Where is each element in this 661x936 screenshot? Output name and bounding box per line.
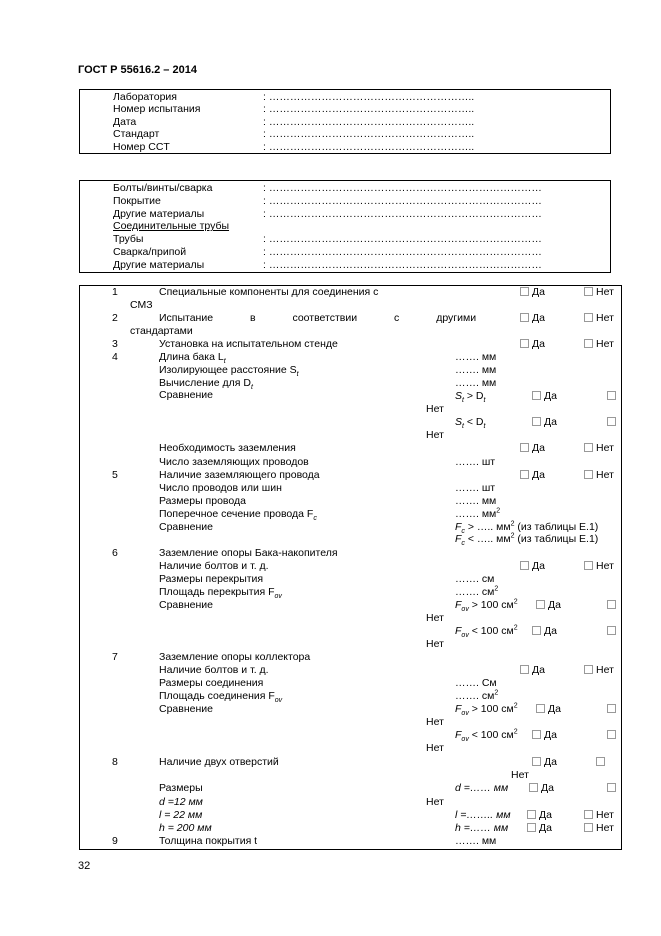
no-checkbox[interactable] — [584, 822, 614, 834]
value-field[interactable] — [455, 508, 500, 520]
field-label: Сварка/припой — [113, 246, 187, 258]
yes-checkbox[interactable] — [532, 729, 557, 741]
checkbox-icon — [536, 704, 545, 713]
yes-checkbox[interactable] — [532, 390, 557, 402]
text: S — [455, 390, 463, 402]
no-label: Нет — [426, 716, 444, 728]
yes-checkbox[interactable] — [520, 286, 545, 298]
checkbox-icon — [584, 443, 593, 452]
checkbox-icon — [520, 665, 529, 674]
no-checkbox[interactable] — [607, 390, 619, 402]
checkbox-icon — [529, 783, 538, 792]
no-label: Нет — [426, 638, 444, 650]
yes-checkbox[interactable] — [527, 822, 552, 834]
value-field[interactable]: ……. мм — [455, 351, 497, 363]
subscript: ov — [461, 736, 469, 744]
yes-label: Да — [532, 286, 545, 298]
no-checkbox[interactable] — [584, 442, 614, 454]
yes-checkbox[interactable] — [532, 416, 557, 428]
no-label: Нет — [426, 429, 444, 441]
no-label: Нет — [426, 612, 444, 624]
yes-checkbox[interactable] — [536, 703, 561, 715]
item-label — [159, 822, 212, 834]
subscript: c — [461, 528, 465, 536]
yes-checkbox[interactable] — [532, 625, 557, 637]
no-checkbox[interactable] — [607, 416, 619, 428]
checkbox-icon — [520, 561, 529, 570]
superscript: 2 — [510, 532, 515, 540]
yes-label: Да — [544, 416, 557, 428]
checkbox-icon — [532, 626, 541, 635]
no-checkbox[interactable] — [584, 560, 614, 572]
item-label: Размеры провода — [159, 495, 246, 507]
subscript: t — [296, 371, 299, 379]
item-label-cont: СМЗ — [130, 299, 153, 311]
item-label: Испытание в соответствии с другими — [159, 312, 477, 324]
text: Изолирующее расстояние S — [159, 364, 297, 376]
value-field[interactable]: ……. шт — [455, 456, 496, 468]
item-label — [159, 796, 203, 808]
checkbox-icon — [520, 470, 529, 479]
item-label: Размеры перекрытия — [159, 573, 264, 585]
field-label: Номер испытания — [113, 103, 201, 116]
comparison — [455, 702, 518, 718]
field-label: Другие материалы — [113, 258, 205, 271]
text: < D — [463, 416, 484, 428]
value-field[interactable] — [455, 690, 498, 702]
item-number: 1 — [112, 286, 118, 298]
page-number: 32 — [78, 860, 91, 872]
comparison — [455, 390, 486, 405]
checkbox-icon — [536, 600, 545, 609]
comparison — [455, 416, 486, 431]
item-label: Размеры — [159, 782, 203, 794]
checkbox-icon — [607, 704, 616, 713]
checkbox-icon — [520, 339, 529, 348]
yes-label: Да — [548, 703, 561, 715]
item-label: Сравнение — [159, 389, 213, 401]
checkbox-icon — [607, 783, 616, 792]
text: d =…… мм — [455, 782, 509, 794]
subscript: ov — [274, 593, 282, 601]
no-label: Нет — [426, 403, 444, 415]
text: h =…… мм — [455, 822, 509, 834]
no-checkbox[interactable] — [596, 756, 608, 768]
checkbox-icon — [584, 470, 593, 479]
yes-label: Да — [541, 782, 554, 794]
superscript: 2 — [513, 624, 518, 632]
item-label: Сравнение — [159, 703, 213, 715]
subscript: t — [483, 423, 486, 431]
checkbox-icon — [584, 810, 593, 819]
item-label: Толщина покрытия t — [159, 835, 258, 847]
item-number: 6 — [112, 547, 118, 559]
field-label: Трубы — [113, 233, 144, 246]
checkbox-icon — [532, 730, 541, 739]
value-field[interactable] — [455, 586, 498, 598]
item-label — [159, 586, 282, 601]
text: Площадь соединения F — [159, 690, 275, 702]
subscript: c — [313, 515, 317, 523]
superscript: 2 — [496, 507, 501, 515]
text: (из таблицы Е.1) — [514, 521, 599, 533]
text: > ….. мм — [464, 521, 511, 533]
yes-label: Да — [539, 809, 552, 821]
value-field[interactable]: ……. шт — [455, 482, 496, 494]
item-label: Заземление опоры Бака-накопителя — [159, 547, 338, 559]
comparison — [455, 728, 518, 744]
field-value[interactable]: : ………………………………………………….. — [263, 115, 475, 128]
item-label — [159, 690, 283, 705]
text: ……. мм — [455, 508, 497, 520]
value-field[interactable]: ……. мм — [455, 377, 497, 389]
yes-label: Да — [532, 664, 545, 676]
subscript: t — [483, 397, 486, 405]
text: Площадь перекрытия F — [159, 586, 275, 598]
yes-checkbox[interactable] — [520, 560, 545, 572]
checkbox-icon — [607, 600, 616, 609]
text: d =12 мм — [159, 796, 203, 808]
value-field[interactable]: ……. мм — [455, 364, 497, 376]
checkbox-icon — [607, 417, 616, 426]
no-checkbox[interactable] — [607, 625, 619, 637]
text: S — [455, 416, 463, 428]
text: > 100 см — [468, 599, 514, 611]
checkbox-icon — [607, 391, 616, 400]
item-number: 5 — [112, 469, 118, 481]
yes-checkbox[interactable] — [529, 782, 554, 794]
checkbox-icon — [607, 626, 616, 635]
text: F — [455, 625, 462, 637]
yes-checkbox[interactable] — [520, 469, 545, 481]
field-value[interactable]: : …………………………………………………………………… — [263, 246, 542, 258]
superscript: 2 — [513, 728, 518, 736]
item-number: 9 — [112, 835, 118, 847]
field-label: Лаборатория — [113, 91, 177, 103]
item-label — [159, 364, 299, 379]
yes-label: Да — [532, 312, 545, 324]
item-label: Сравнение — [159, 521, 213, 533]
yes-checkbox[interactable] — [520, 664, 545, 676]
yes-label: Да — [539, 822, 552, 834]
checkbox-icon — [596, 757, 605, 766]
checkbox-icon — [520, 313, 529, 322]
comparison — [455, 532, 599, 548]
text: > 100 см — [468, 703, 514, 715]
text: > D — [463, 390, 484, 402]
item-label: Размеры соединения — [159, 677, 264, 689]
text: F — [455, 533, 462, 545]
superscript: 2 — [494, 585, 499, 593]
text: F — [455, 703, 462, 715]
subscript: ov — [461, 606, 469, 614]
text: Поперечное сечение провода F — [159, 508, 314, 520]
yes-label: Да — [532, 560, 545, 572]
yes-label: Да — [548, 599, 561, 611]
value-field[interactable]: ……. см — [455, 573, 495, 585]
superscript: 2 — [513, 598, 518, 606]
text: l = 22 мм — [159, 809, 203, 821]
item-label: Наличие болтов и т. д. — [159, 664, 269, 676]
yes-label: Да — [544, 729, 557, 741]
superscript: 2 — [510, 520, 515, 528]
field-value[interactable]: : …………………………………………………………………… — [263, 182, 542, 194]
no-checkbox[interactable] — [607, 703, 619, 715]
item-number: 4 — [112, 351, 118, 363]
no-checkbox[interactable] — [584, 312, 614, 324]
text: < 100 см — [468, 729, 514, 741]
checkbox-icon — [520, 443, 529, 452]
item-number: 3 — [112, 338, 118, 350]
no-checkbox[interactable] — [584, 469, 614, 481]
item-label — [159, 508, 317, 523]
item-text: Специальные компоненты для соединения с — [159, 286, 379, 298]
field-value[interactable]: : ………………………………………………….. — [263, 140, 475, 153]
yes-checkbox[interactable] — [520, 442, 545, 454]
item-label: Заземление опоры коллектора — [159, 651, 311, 663]
yes-label: Да — [532, 338, 545, 350]
item-label: Установка на испытательном стенде — [159, 338, 338, 350]
text: F — [455, 599, 462, 611]
field-label: Стандарт — [113, 128, 160, 141]
no-label: Нет — [596, 809, 614, 821]
yes-label: Да — [544, 756, 557, 768]
item-label: Число проводов или шин — [159, 482, 282, 494]
no-checkbox[interactable] — [607, 729, 619, 741]
item-label — [159, 809, 202, 821]
text: l =…….. мм — [455, 809, 511, 821]
text: Вычисление для D — [159, 377, 251, 389]
item-label: Число заземляющих проводов — [159, 456, 309, 468]
field-label: Покрытие — [113, 194, 161, 207]
no-label: Нет — [596, 560, 614, 572]
value-field[interactable]: ……. См — [455, 677, 497, 689]
field-value[interactable]: : …………………………………………………………………… — [263, 258, 542, 271]
comparison — [455, 520, 599, 536]
field-value[interactable]: : …………………………………………………………………… — [263, 207, 542, 220]
subscript: t — [223, 358, 226, 366]
materials-table — [79, 180, 611, 273]
yes-label: Да — [544, 390, 557, 402]
item-label-cont: стандартами — [130, 325, 193, 337]
no-checkbox[interactable] — [584, 286, 614, 298]
field-label: Номер CCT — [113, 140, 170, 153]
section-heading: Соединительные трубы — [113, 220, 230, 233]
checkbox-icon — [584, 665, 593, 674]
yes-label: Да — [532, 442, 545, 454]
no-checkbox[interactable] — [584, 338, 614, 350]
value-field[interactable] — [455, 822, 508, 834]
superscript: 2 — [494, 689, 499, 697]
value-field[interactable]: ……. мм — [455, 835, 497, 847]
value-field[interactable] — [455, 809, 511, 821]
subscript: t — [462, 423, 464, 431]
yes-checkbox[interactable] — [520, 338, 545, 350]
checkbox-icon — [532, 417, 541, 426]
checkbox-icon — [584, 313, 593, 322]
text: ……. см — [455, 586, 495, 598]
text: h = 200 мм — [159, 822, 212, 834]
item-label — [159, 286, 415, 298]
subscript: c — [461, 540, 465, 548]
text: F — [455, 729, 462, 741]
field-label: Другие материалы — [113, 207, 205, 220]
text: < 100 см — [468, 625, 514, 637]
field-value[interactable]: : …………………………………………………………………… — [263, 233, 542, 246]
no-label: Нет — [511, 769, 529, 781]
field-value[interactable]: : ………………………………………………….. — [263, 103, 475, 116]
superscript: 2 — [513, 702, 518, 710]
no-label: Нет — [596, 338, 614, 350]
no-label: Нет — [596, 312, 614, 324]
item-label: Наличие двух отверстий — [159, 756, 279, 768]
comparison — [455, 598, 518, 614]
text: Длина бака L — [159, 351, 224, 363]
comparison — [455, 624, 518, 640]
value-field[interactable]: ……. мм — [455, 495, 497, 507]
field-label: Болты/винты/сварка — [113, 182, 213, 194]
checkbox-icon — [584, 561, 593, 570]
no-label: Нет — [596, 822, 614, 834]
no-label: Нет — [596, 664, 614, 676]
item-label: Сравнение — [159, 599, 213, 611]
value-field[interactable] — [455, 782, 508, 794]
field-value[interactable]: : …………………………………………………………………… — [263, 194, 542, 207]
text: < ….. мм — [464, 533, 511, 545]
subscript: ov — [461, 710, 469, 718]
subscript: ov — [461, 632, 469, 640]
field-value[interactable]: : ………………………………………………….. — [263, 128, 475, 141]
yes-label: Да — [544, 625, 557, 637]
no-label: Нет — [596, 469, 614, 481]
field-value[interactable]: : ………………………………………………….. — [263, 91, 475, 103]
item-number: 2 — [112, 312, 118, 324]
no-label: Нет — [426, 742, 444, 754]
no-label: Нет — [596, 286, 614, 298]
item-number: 8 — [112, 756, 118, 768]
checkbox-icon — [607, 730, 616, 739]
item-label: Наличие заземляющего провода — [159, 469, 320, 481]
checkbox-icon — [532, 391, 541, 400]
item-label — [159, 377, 253, 392]
text: ……. см — [455, 690, 495, 702]
no-checkbox[interactable] — [584, 664, 614, 676]
document-header: ГОСТ Р 55616.2 – 2014 — [78, 64, 197, 76]
yes-checkbox[interactable] — [532, 756, 557, 768]
text: (из таблицы Е.1) — [514, 533, 599, 545]
yes-label: Да — [532, 469, 545, 481]
checkbox-icon — [527, 810, 536, 819]
no-checkbox[interactable] — [607, 782, 619, 794]
lab-info-table — [79, 89, 611, 154]
yes-checkbox[interactable] — [527, 809, 552, 821]
checkbox-icon — [584, 823, 593, 832]
checkbox-icon — [584, 339, 593, 348]
checkbox-icon — [532, 757, 541, 766]
subscript: t — [250, 384, 253, 392]
subscript: t — [462, 397, 464, 405]
yes-checkbox[interactable] — [520, 312, 545, 324]
yes-checkbox[interactable] — [536, 599, 561, 611]
no-checkbox[interactable] — [584, 809, 614, 821]
item-label: Необходимость заземления — [159, 442, 296, 454]
no-label: Нет — [596, 442, 614, 454]
item-number: 7 — [112, 651, 118, 663]
checkbox-icon — [527, 823, 536, 832]
field-label: Дата — [113, 115, 137, 128]
no-label: Нет — [426, 796, 444, 808]
subscript: ov — [274, 697, 283, 705]
item-label — [159, 351, 226, 366]
checkbox-icon — [520, 287, 529, 296]
checkbox-icon — [584, 287, 593, 296]
no-checkbox[interactable] — [607, 599, 619, 611]
item-label: Наличие болтов и т. д. — [159, 560, 269, 572]
text: F — [455, 521, 462, 533]
